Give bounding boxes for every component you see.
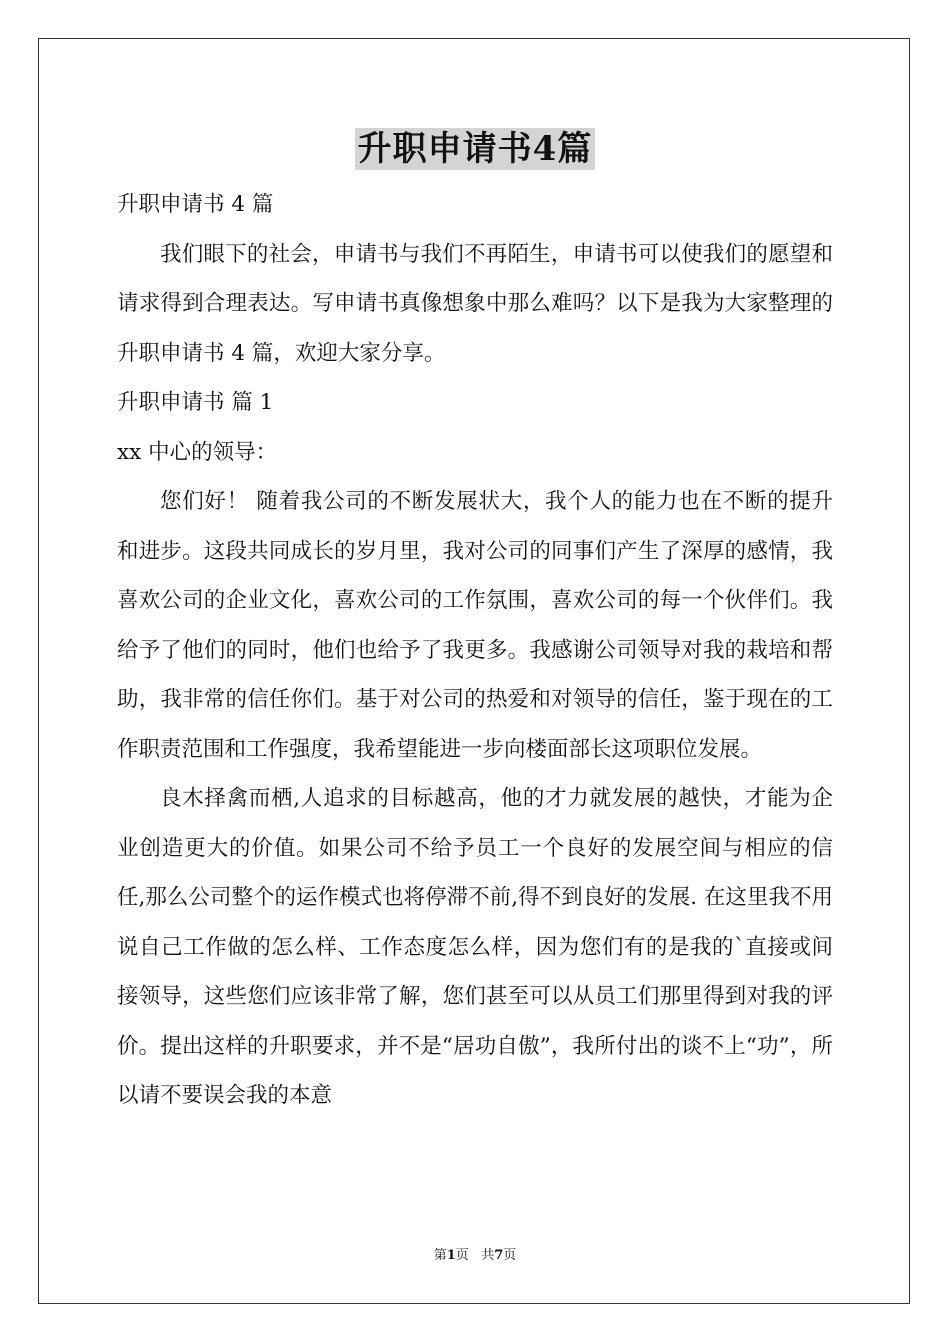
page-label-suffix: 页	[455, 1248, 469, 1263]
body-paragraph: 良木择禽而栖,人追求的目标越高，他的才力就发展的越快，才能为企业创造更大的价值。如果公司不给予员工一个良好的发展空间与相应的信任,那么公司整个的运作模式也将停滞不前,得不到良好的发展. 在这里我不用说自己工作做的怎么样、工作态度怎么样，因为您们有的是我的`直接或间接领导，这些您们应该非常了解，您们甚至可以从员工们那里得到对我的评价。提出这样的升职要求，并不是“居功自傲”，我所付出的谈不上“功”，所以请不要误会我的本意	[117, 786, 833, 1108]
total-label-prefix: 共	[481, 1248, 495, 1263]
document-subtitle: 升职申请书 4 篇	[117, 192, 274, 217]
intro-paragraph: 我们眼下的社会，申请书与我们不再陌生，申请书可以使我们的愿望和请求得到合理表达。写申请书真像想象中那么难吗？以下是我为大家整理的升职申请书 4 篇，欢迎大家分享。	[117, 241, 833, 366]
page-footer	[0, 1246, 950, 1266]
total-page-count: 7	[494, 1248, 504, 1263]
page-label-prefix: 第	[433, 1248, 447, 1263]
current-page-number: 1	[446, 1248, 456, 1263]
title-container	[0, 128, 950, 170]
document-body	[117, 180, 833, 1121]
total-label-suffix: 页	[503, 1248, 517, 1263]
document-title: 升职申请书4篇	[355, 128, 596, 170]
body-paragraph: 您们好！ 随着我公司的不断发展状大，我个人的能力也在不断的提升和进步。这段共同成长的岁月里，我对公司的同事们产生了深厚的感情，我喜欢公司的企业文化，喜欢公司的工作氛围，喜欢公司的每一个伙伴们。我给予了他们的同时，他们也给予了我更多。我感谢公司领导对我的栽培和帮助，我非常的信任你们。基于对公司的热爱和对领导的信任，鉴于现在的工作职责范围和工作强度，我希望能进一步向楼面部长这项职位发展。	[117, 489, 833, 762]
section-heading: 升职申请书 篇 1	[117, 390, 274, 415]
salutation: xx 中心的领导：	[117, 439, 278, 465]
